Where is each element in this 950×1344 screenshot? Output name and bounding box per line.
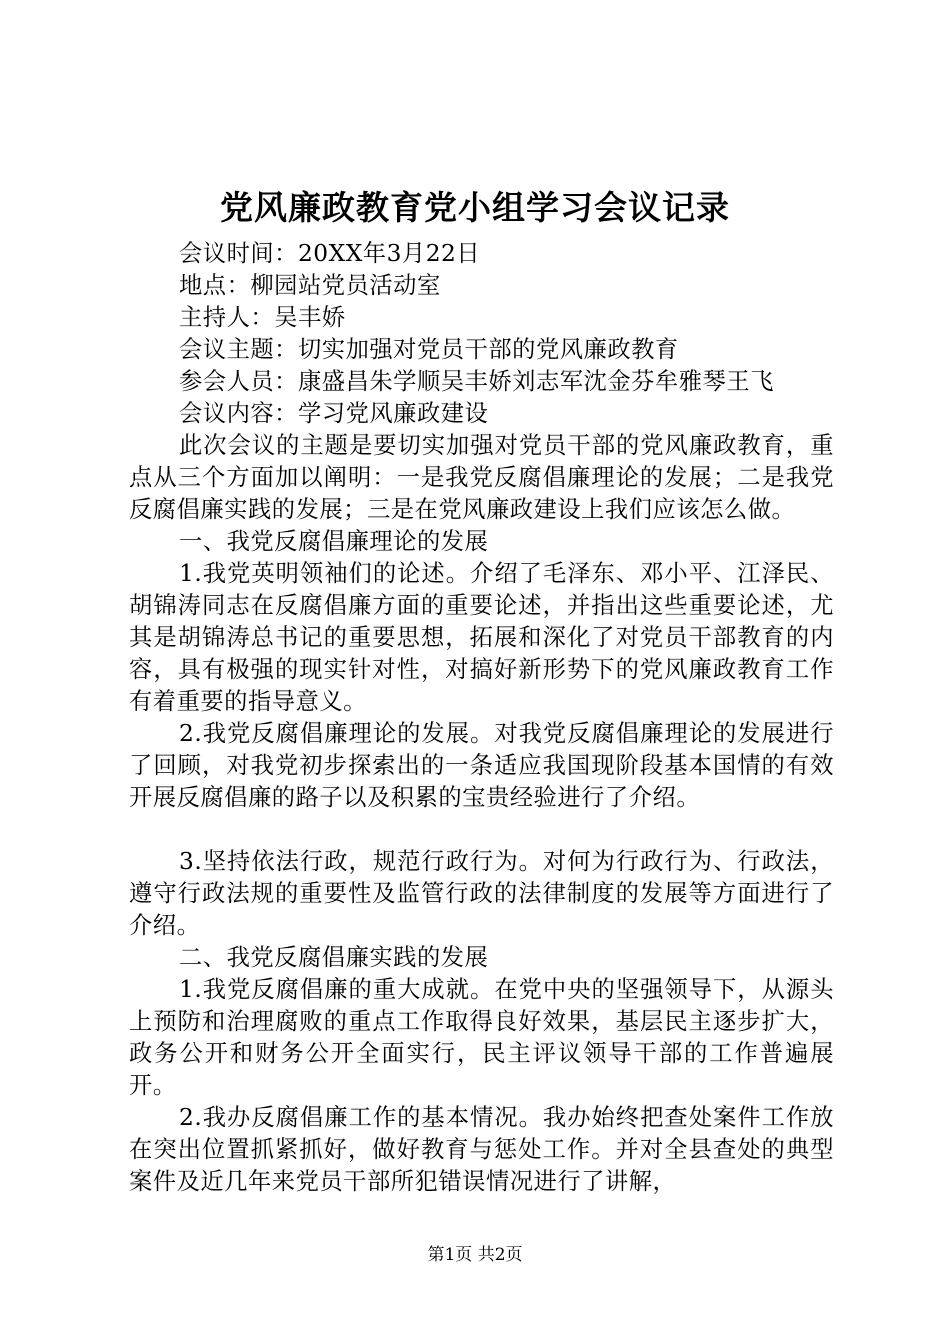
blank-line [129,814,834,846]
intro-paragraph: 此次会议的主题是要切实加强对党员干部的党风廉政教育，重点从三个方面加以阐明：一是我党反腐倡廉理论的发展；二是我党反腐倡廉实践的发展；三是在党风廉政建设上我们应该怎么做。 [129,432,834,523]
paragraph-1-1: 1.我党英明领袖们的论述。介绍了毛泽东、邓小平、江泽民、胡锦涛同志在反腐倡廉方面的重要论述，并指出这些重要论述，尤其是胡锦涛总书记的重要思想，拓展和深化了对党员干部教育的内容，具有极强的现实针对性，对搞好新形势下的党风廉政教育工作有着重要的指导意义。 [129,560,834,715]
meeting-host: 主持人：吴丰娇 [179,304,346,331]
paragraph-1-3: 3.坚持依法行政，规范行政行为。对何为行政行为、行政法，遵守行政法规的重要性及监管行政的法律制度的发展等方面进行了介绍。 [129,848,834,939]
meeting-attendees: 参会人员：康盛昌朱学顺吴丰娇刘志军沈金芬牟雅琴王飞 [179,368,774,395]
paragraph-2-1: 1.我党反腐倡廉的重大成就。在党中央的坚强领导下，从源头上预防和治理腐败的重点工作取得良好效果，基层民主逐步扩大，政务公开和财务公开全面实行，民主评议领导干部的工作普遍展开。 [129,976,834,1099]
meeting-content: 会议内容：学习党风廉政建设 [179,400,489,427]
paragraph-2-2: 2.我办反腐倡廉工作的基本情况。我办始终把查处案件工作放在突出位置抓紧抓好，做好教育与惩处工作。并对全县查处的典型案件及近几年来党员干部所犯错误情况进行了讲解， [129,1104,834,1195]
meeting-theme: 会议主题：切实加强对党员干部的党风廉政教育 [179,336,679,363]
page-number-footer: 第1页 共2页 [427,1245,523,1265]
meeting-time: 会议时间：20XX年3月22日 [179,240,481,267]
paragraph-1-2: 2.我党反腐倡廉理论的发展。对我党反腐倡廉理论的发展进行了回顾，对我党初步探索出的一条适应我国现阶段基本国情的有效开展反腐倡廉的路子以及积累的宝贵经验进行了介绍。 [129,720,834,811]
section-heading-2: 二、我党反腐倡廉实践的发展 [179,944,489,971]
meeting-place: 地点：柳园站党员活动室 [179,272,441,299]
document-body [129,238,834,1198]
section-heading-1: 一、我党反腐倡廉理论的发展 [179,528,489,555]
document-title: 党风廉政教育党小组学习会议记录 [220,188,730,227]
